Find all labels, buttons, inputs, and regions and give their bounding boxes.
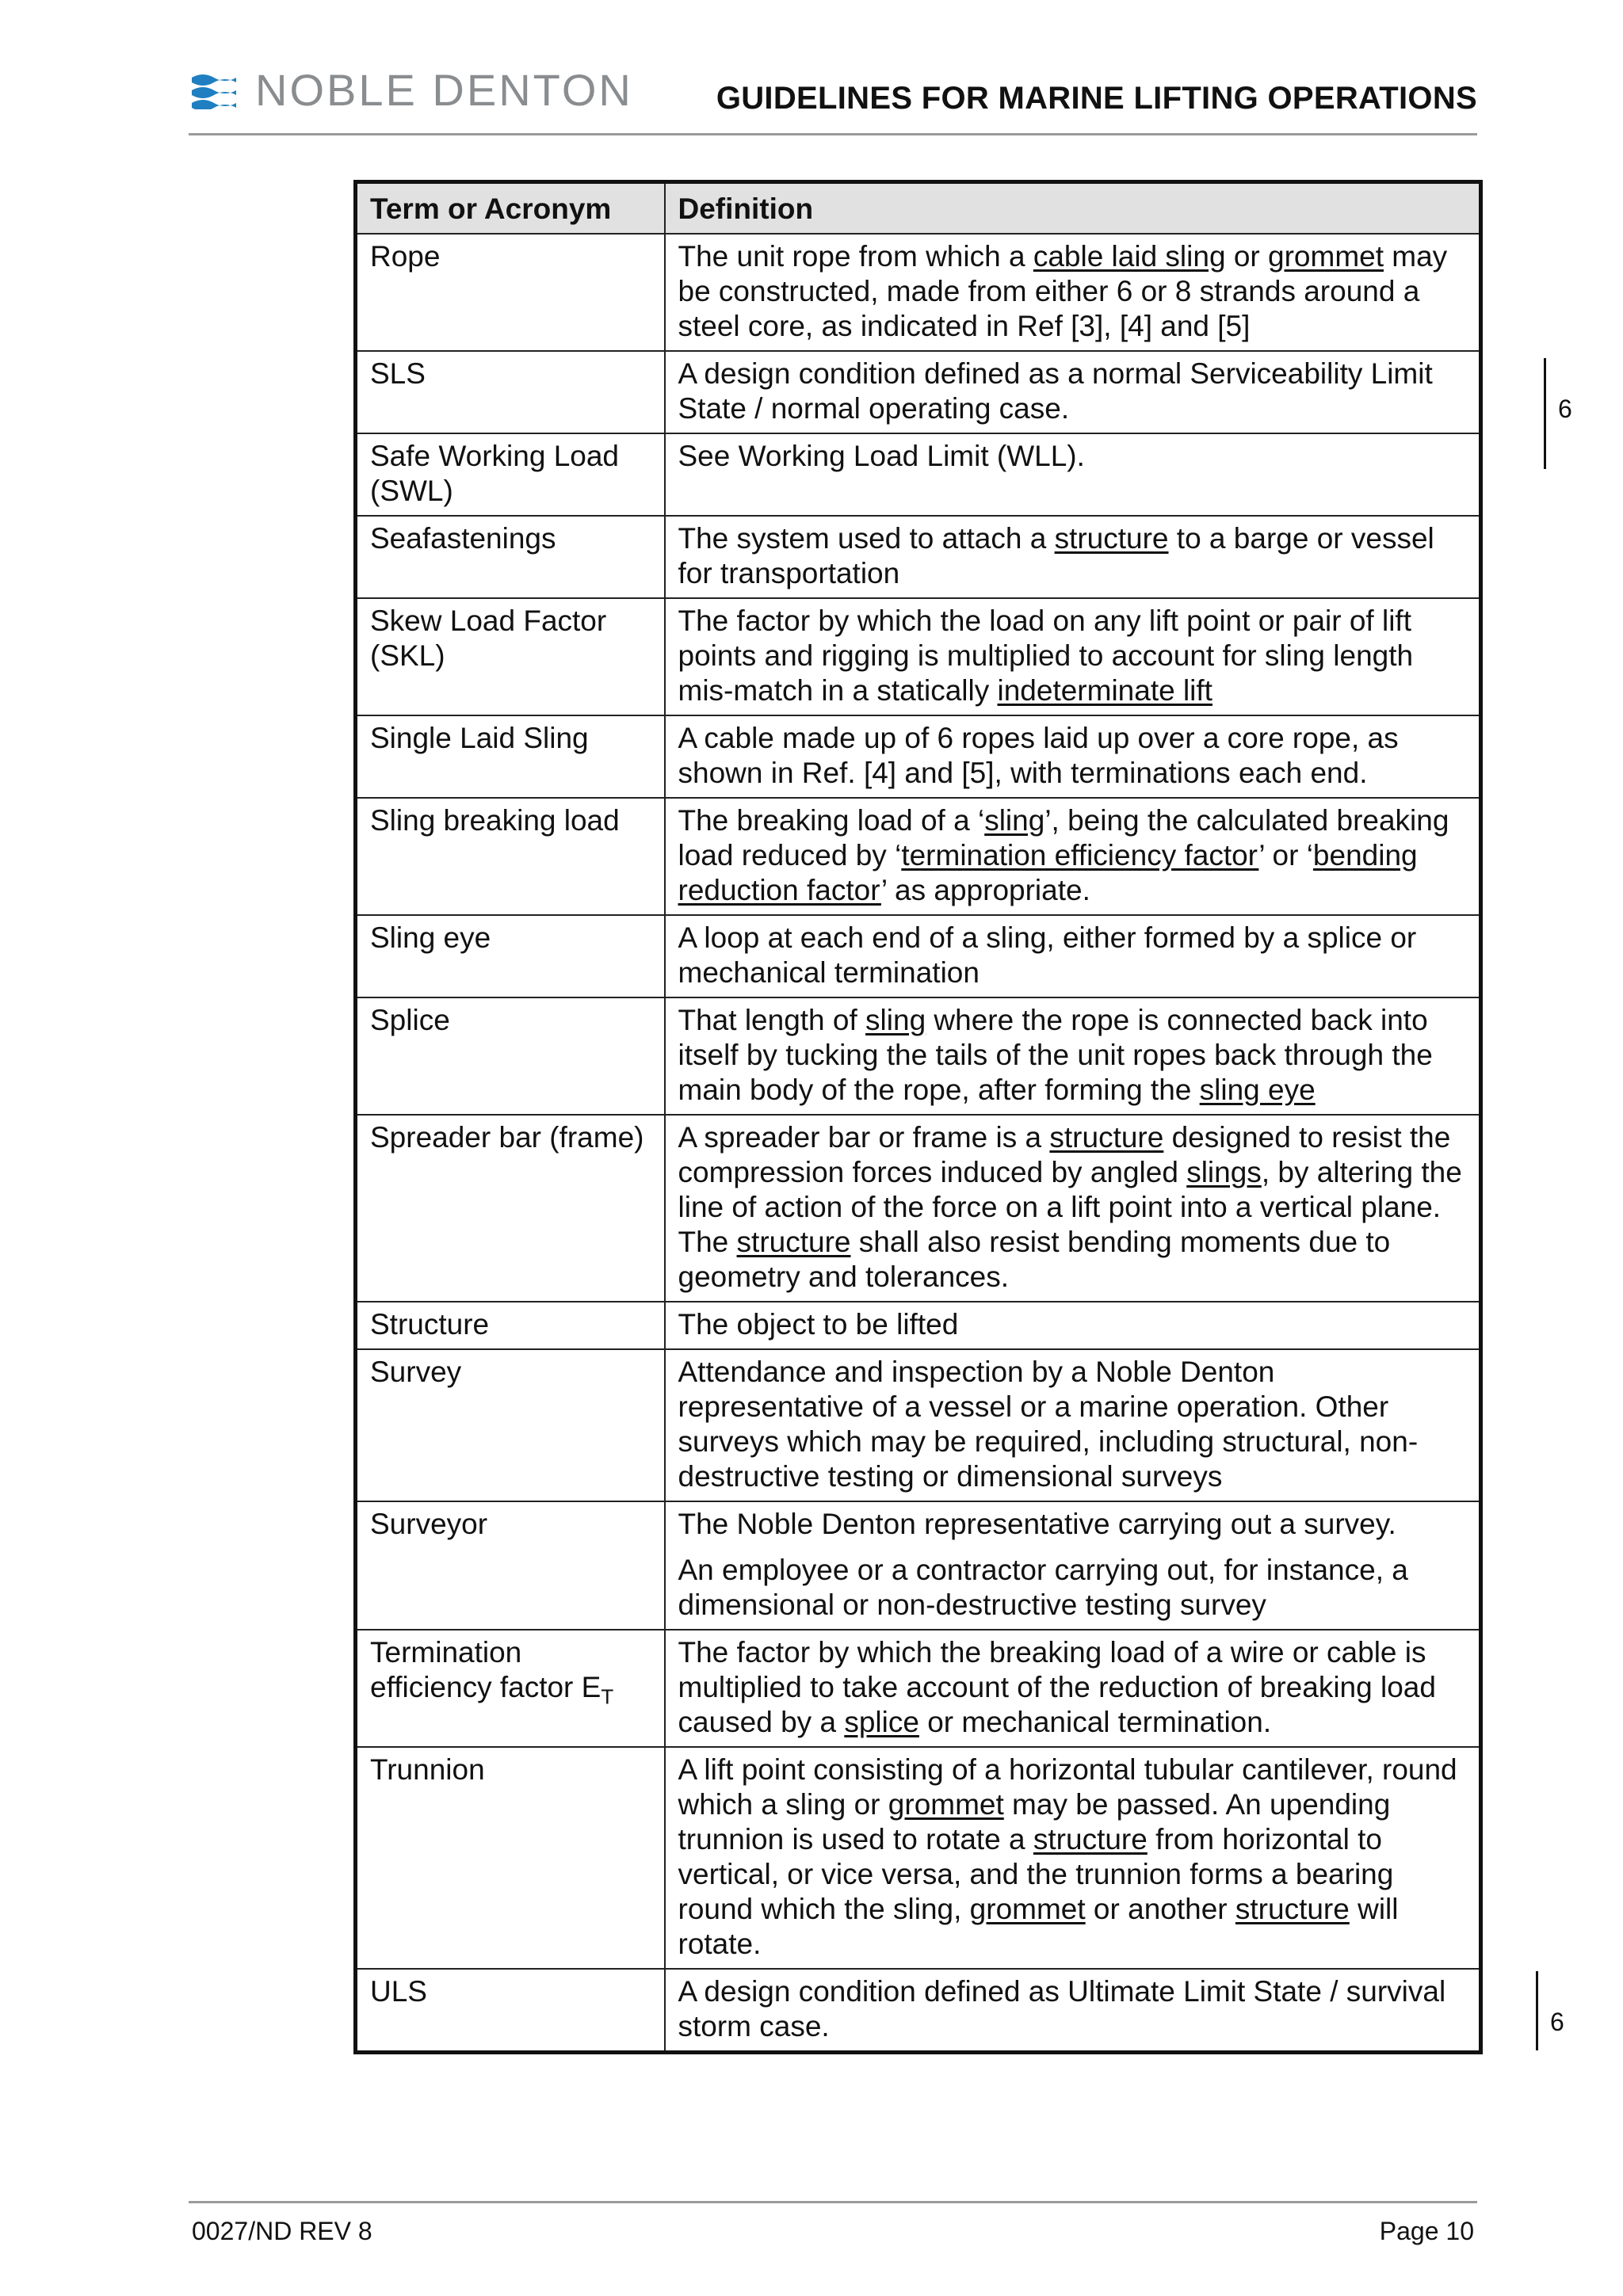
definition-text: See Working Load Limit (WLL). — [678, 440, 1085, 472]
table-row — [356, 1115, 1481, 1302]
cross-reference-term: structure — [1033, 1823, 1148, 1855]
term-text: Safe Working Load (SWL) — [370, 440, 620, 507]
revision-bar — [1544, 358, 1546, 469]
definition-cell — [665, 1501, 1481, 1630]
logo-text: NOBLE DENTON — [255, 65, 633, 115]
definition-text: A loop at each end of a sling, either formed by a splice or mechanical termination — [678, 921, 1417, 989]
term-cell — [356, 915, 665, 997]
term-cell — [356, 234, 665, 351]
term-text: Trunnion — [370, 1753, 485, 1786]
table-row — [356, 351, 1481, 433]
definition-cell — [665, 516, 1481, 598]
definition-paragraph — [678, 1307, 1467, 1342]
definition-text: or another — [1085, 1893, 1235, 1925]
term-cell — [356, 1630, 665, 1747]
definition-cell — [665, 433, 1481, 516]
cross-reference-term: bending reduction factor — [678, 839, 1418, 906]
definition-text: A design condition defined as a normal Serviceability Limit State / normal operating case. — [678, 357, 1433, 425]
term-subscript: T — [601, 1684, 614, 1709]
cross-reference-term: grommet — [888, 1788, 1004, 1821]
definition-text: where the rope is connected back into itself by tucking the tails of the unit ropes back through the main body of the rope, after forming the — [678, 1004, 1433, 1106]
table-row — [356, 433, 1481, 516]
table-row — [356, 1630, 1481, 1747]
table-row — [356, 1302, 1481, 1349]
cross-reference-term: cable laid sling — [1033, 240, 1226, 273]
page-number: Page 10 — [1379, 2217, 1474, 2245]
term-text: Rope — [370, 240, 441, 273]
term-cell — [356, 1349, 665, 1501]
table-row — [356, 234, 1481, 351]
term-cell — [356, 1501, 665, 1630]
term-cell — [356, 598, 665, 715]
definition-cell — [665, 234, 1481, 351]
definition-text: The system used to attach a — [678, 522, 1055, 555]
definition-paragraph — [678, 803, 1467, 908]
definition-text: An employee or a contractor carrying out, for instance, a dimensional or non-destructive testing survey — [678, 1554, 1408, 1621]
definition-cell — [665, 997, 1481, 1115]
definition-text: A lift point consisting of a horizontal tubular cantilever, round which a sling or — [678, 1753, 1457, 1821]
definition-cell — [665, 351, 1481, 433]
definition-cell — [665, 598, 1481, 715]
term-cell — [356, 715, 665, 798]
definition-paragraph — [678, 439, 1467, 474]
footer-divider — [189, 2201, 1477, 2203]
definition-text: or — [1225, 240, 1269, 273]
cross-reference-term: grommet — [969, 1893, 1086, 1925]
term-text: Spreader bar (frame) — [370, 1121, 644, 1154]
definition-text: may be constructed, made from either 6 or 8 strands around a steel core, as indicated in Ref [3], [4] and [5] — [678, 240, 1448, 342]
definition-paragraph — [678, 1003, 1467, 1108]
definition-text: A design condition defined as Ultimate Limit State / survival storm case. — [678, 1975, 1446, 2042]
cross-reference-term: splice — [844, 1706, 919, 1738]
definition-text: ’ as appropriate. — [880, 874, 1090, 906]
term-text: Sling breaking load — [370, 804, 620, 837]
definition-text: A spreader bar or frame is a — [678, 1121, 1050, 1154]
cross-reference-term: sling — [865, 1004, 926, 1036]
definition-paragraph — [678, 921, 1467, 990]
term-text: Seafastenings — [370, 522, 556, 555]
cross-reference-term: structure — [1235, 1893, 1350, 1925]
definition-text: , by altering the line of action of the force on a lift point into a vertical plane. The — [678, 1156, 1462, 1258]
glossary-table — [353, 180, 1483, 2054]
term-cell — [356, 1115, 665, 1302]
definition-paragraph — [678, 521, 1467, 591]
definition-paragraph — [678, 1120, 1467, 1295]
definition-text: The factor by which the breaking load of a wire or cable is multiplied to take account of the reduction of breaking load caused by a — [678, 1636, 1436, 1738]
term-text: Splice — [370, 1004, 450, 1036]
definition-text: will rotate. — [678, 1893, 1399, 1960]
term-cell — [356, 351, 665, 433]
document-title: GUIDELINES FOR MARINE LIFTING OPERATIONS — [716, 81, 1477, 116]
definition-cell — [665, 1630, 1481, 1747]
definition-cell — [665, 798, 1481, 915]
definition-text: That length of — [678, 1004, 866, 1036]
definition-text: may be passed. An upending trunnion is used to rotate a — [678, 1788, 1391, 1855]
table-row — [356, 915, 1481, 997]
term-text: Sling eye — [370, 921, 491, 954]
term-cell — [356, 516, 665, 598]
table-row — [356, 997, 1481, 1115]
cross-reference-term: termination efficiency factor — [901, 839, 1259, 871]
column-header-definition: Definition — [665, 182, 1481, 235]
cross-reference-term: structure — [736, 1226, 851, 1258]
definition-text: The breaking load of a ‘ — [678, 804, 985, 837]
document-reference: 0027/ND REV 8 — [192, 2217, 372, 2245]
cross-reference-term: sling eye — [1199, 1074, 1316, 1106]
term-text: Skew Load Factor (SKL) — [370, 605, 607, 672]
definition-text: A cable made up of 6 ropes laid up over a core rope, as shown in Ref. [4] and [5], with terminations each end. — [678, 722, 1399, 789]
definition-paragraph — [678, 1553, 1467, 1623]
term-text: ULS — [370, 1975, 427, 2008]
cross-reference-term: indeterminate lift — [997, 674, 1212, 707]
cross-reference-term: grommet — [1268, 240, 1384, 273]
definition-cell — [665, 1302, 1481, 1349]
term-text: Single Laid Sling — [370, 722, 589, 754]
definition-paragraph — [678, 1753, 1467, 1962]
company-logo — [190, 65, 633, 115]
definition-text: ’ or ‘ — [1258, 839, 1313, 871]
definition-cell — [665, 915, 1481, 997]
glossary-body — [356, 234, 1481, 2053]
term-text: SLS — [370, 357, 426, 390]
table-row — [356, 715, 1481, 798]
definition-text: from horizontal to vertical, or vice versa, and the trunnion forms a bearing round which the sling, — [678, 1823, 1394, 1925]
definition-text: Attendance and inspection by a Noble Denton representative of a vessel or a marine operation. Other surveys which may be required, including structural, non-destructive testing or dimensional surveys — [678, 1356, 1419, 1493]
term-text: Surveyor — [370, 1508, 488, 1540]
definition-paragraph — [678, 604, 1467, 708]
table-row — [356, 1969, 1481, 2053]
table-row — [356, 798, 1481, 915]
definition-text: The factor by which the load on any lift point or pair of lift points and rigging is multiplied to account for sling length mis-match in a statically — [678, 605, 1414, 707]
definition-cell — [665, 715, 1481, 798]
definition-paragraph — [678, 239, 1467, 344]
definition-cell — [665, 1747, 1481, 1969]
table-row — [356, 1501, 1481, 1630]
definition-paragraph — [678, 357, 1467, 426]
cross-reference-term: slings — [1186, 1156, 1262, 1188]
definition-text: designed to resist the compression forces induced by angled — [678, 1121, 1451, 1188]
table-row — [356, 1747, 1481, 1969]
definition-cell — [665, 1349, 1481, 1501]
header-divider — [189, 133, 1477, 135]
definition-paragraph — [678, 1507, 1467, 1542]
term-cell — [356, 798, 665, 915]
term-cell — [356, 1747, 665, 1969]
definition-paragraph — [678, 1355, 1467, 1494]
term-text: Structure — [370, 1308, 490, 1341]
term-cell — [356, 1302, 665, 1349]
definition-text: ’, being the calculated breaking load reduced by ‘ — [678, 804, 1449, 871]
definition-text: shall also resist bending moments due to geometry and tolerances. — [678, 1226, 1391, 1293]
table-row — [356, 1349, 1481, 1501]
term-cell — [356, 1969, 665, 2053]
table-row — [356, 516, 1481, 598]
revision-mark: 6 — [1550, 2008, 1564, 2036]
revision-mark: 6 — [1558, 395, 1572, 423]
term-text: Survey — [370, 1356, 462, 1388]
term-cell — [356, 433, 665, 516]
column-header-term: Term or Acronym — [356, 182, 665, 235]
definition-text: The Noble Denton representative carrying out a survey. — [678, 1508, 1396, 1540]
cross-reference-term: structure — [1054, 522, 1169, 555]
definition-text: or mechanical termination. — [918, 1706, 1272, 1738]
definition-cell — [665, 1969, 1481, 2053]
cross-reference-term: sling — [984, 804, 1045, 837]
term-text: Termination efficiency factor E — [370, 1636, 601, 1703]
definition-paragraph — [678, 721, 1467, 791]
definition-text: The object to be lifted — [678, 1308, 959, 1341]
definition-paragraph — [678, 1974, 1467, 2044]
waves-icon — [190, 71, 238, 109]
definition-cell — [665, 1115, 1481, 1302]
definition-paragraph — [678, 1635, 1467, 1740]
table-row — [356, 598, 1481, 715]
table-header-row — [356, 182, 1481, 235]
cross-reference-term: structure — [1049, 1121, 1164, 1154]
term-cell — [356, 997, 665, 1115]
definition-text: The unit rope from which a — [678, 240, 1033, 273]
definition-text: to a barge or vessel for transportation — [678, 522, 1434, 589]
revision-bar — [1536, 1971, 1538, 2050]
